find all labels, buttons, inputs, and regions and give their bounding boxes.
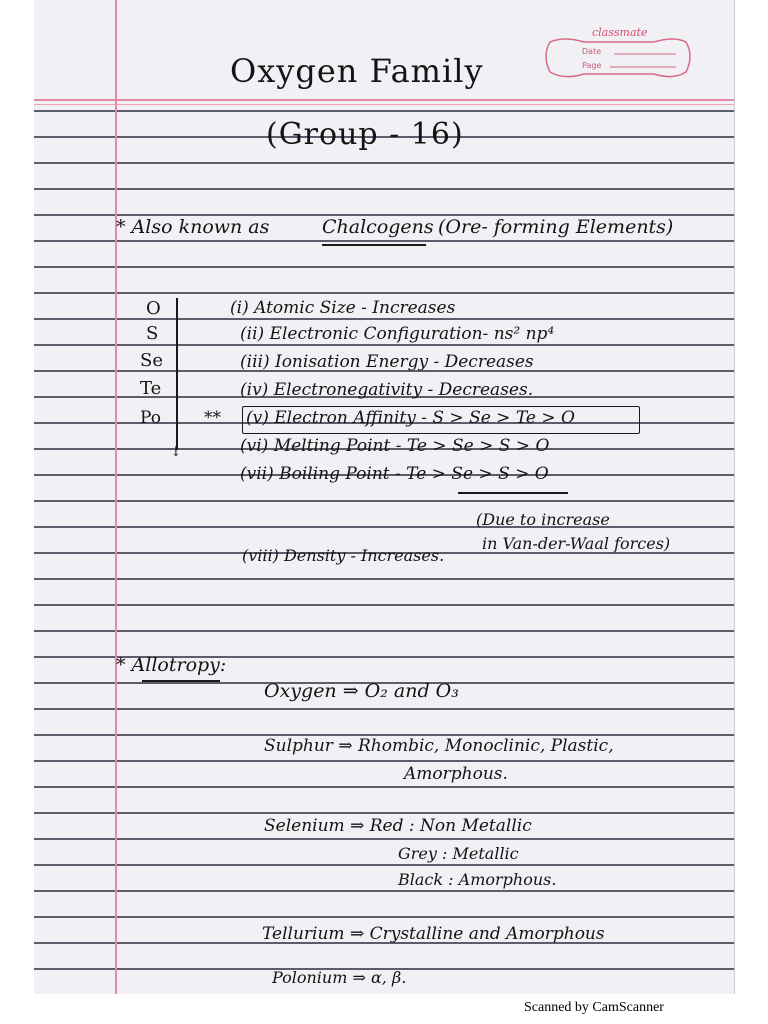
down-arrow-line bbox=[176, 298, 178, 450]
notebook-page bbox=[34, 0, 735, 994]
heading-underline bbox=[142, 680, 220, 682]
element-symbol: Po bbox=[140, 408, 161, 428]
element-symbol: Te bbox=[140, 378, 162, 399]
allotrope-selenium-cont: Black : Amorphous. bbox=[398, 870, 557, 889]
allotrope-selenium: Selenium ⇒ Red : Non Metallic bbox=[264, 816, 532, 836]
element-symbol: O bbox=[146, 298, 161, 319]
intro-term: Chalcogens bbox=[322, 216, 434, 238]
allotrope-sulphur-cont: Amorphous. bbox=[404, 764, 508, 784]
allotrope-oxygen: Oxygen ⇒ O₂ and O₃ bbox=[264, 680, 459, 702]
property-item: (viii) Density - Increases. bbox=[242, 546, 445, 565]
property-item: (ii) Electronic Configuration- ns² np⁴ bbox=[240, 324, 555, 344]
property-item: (vii) Boiling Point - Te > Se > S > O bbox=[240, 464, 549, 484]
top-margin-line-secondary bbox=[34, 104, 734, 105]
left-margin-line bbox=[115, 0, 117, 994]
term-underline bbox=[322, 244, 426, 246]
brand-name: classmate bbox=[592, 26, 648, 39]
intro-prefix: * Also known as bbox=[116, 216, 270, 238]
page-label: Page bbox=[582, 61, 602, 70]
allotrope-polonium: Polonium ⇒ α, β. bbox=[272, 968, 407, 987]
important-marker: ** bbox=[204, 408, 221, 428]
note-line-2: in Van-der-Waal forces) bbox=[482, 534, 671, 553]
property-item: (iv) Electronegativity - Decreases. bbox=[240, 380, 534, 400]
classmate-logo bbox=[544, 28, 694, 86]
brace-underline bbox=[458, 492, 568, 494]
date-label: Date bbox=[582, 47, 602, 56]
property-item: (i) Atomic Size - Increases bbox=[230, 298, 456, 318]
down-arrow-icon: ↓ bbox=[170, 444, 182, 460]
brand-banner-icon bbox=[544, 36, 694, 82]
intro-gloss: (Ore- forming Elements) bbox=[438, 216, 674, 238]
page-title: Oxygen Family bbox=[230, 52, 484, 90]
allotrope-sulphur: Sulphur ⇒ Rhombic, Monoclinic, Plastic, bbox=[264, 736, 614, 756]
top-margin-line bbox=[34, 99, 734, 101]
property-item: (vi) Melting Point - Te > Se > S > O bbox=[240, 436, 550, 456]
allotrope-selenium-cont: Grey : Metallic bbox=[398, 844, 519, 863]
element-symbol: S bbox=[146, 323, 159, 344]
allotrope-tellurium: Tellurium ⇒ Crystalline and Amorphous bbox=[262, 924, 605, 944]
property-item: (v) Electron Affinity - S > Se > Te > O bbox=[246, 408, 575, 428]
element-symbol: Se bbox=[140, 350, 163, 371]
note-line-1: (Due to increase bbox=[476, 510, 610, 529]
page-subtitle: (Group - 16) bbox=[266, 117, 464, 152]
allotropy-heading: * Allotropy: bbox=[116, 654, 227, 676]
property-item: (iii) Ionisation Energy - Decreases bbox=[240, 352, 534, 372]
scanner-watermark: Scanned by CamScanner bbox=[524, 1000, 664, 1015]
